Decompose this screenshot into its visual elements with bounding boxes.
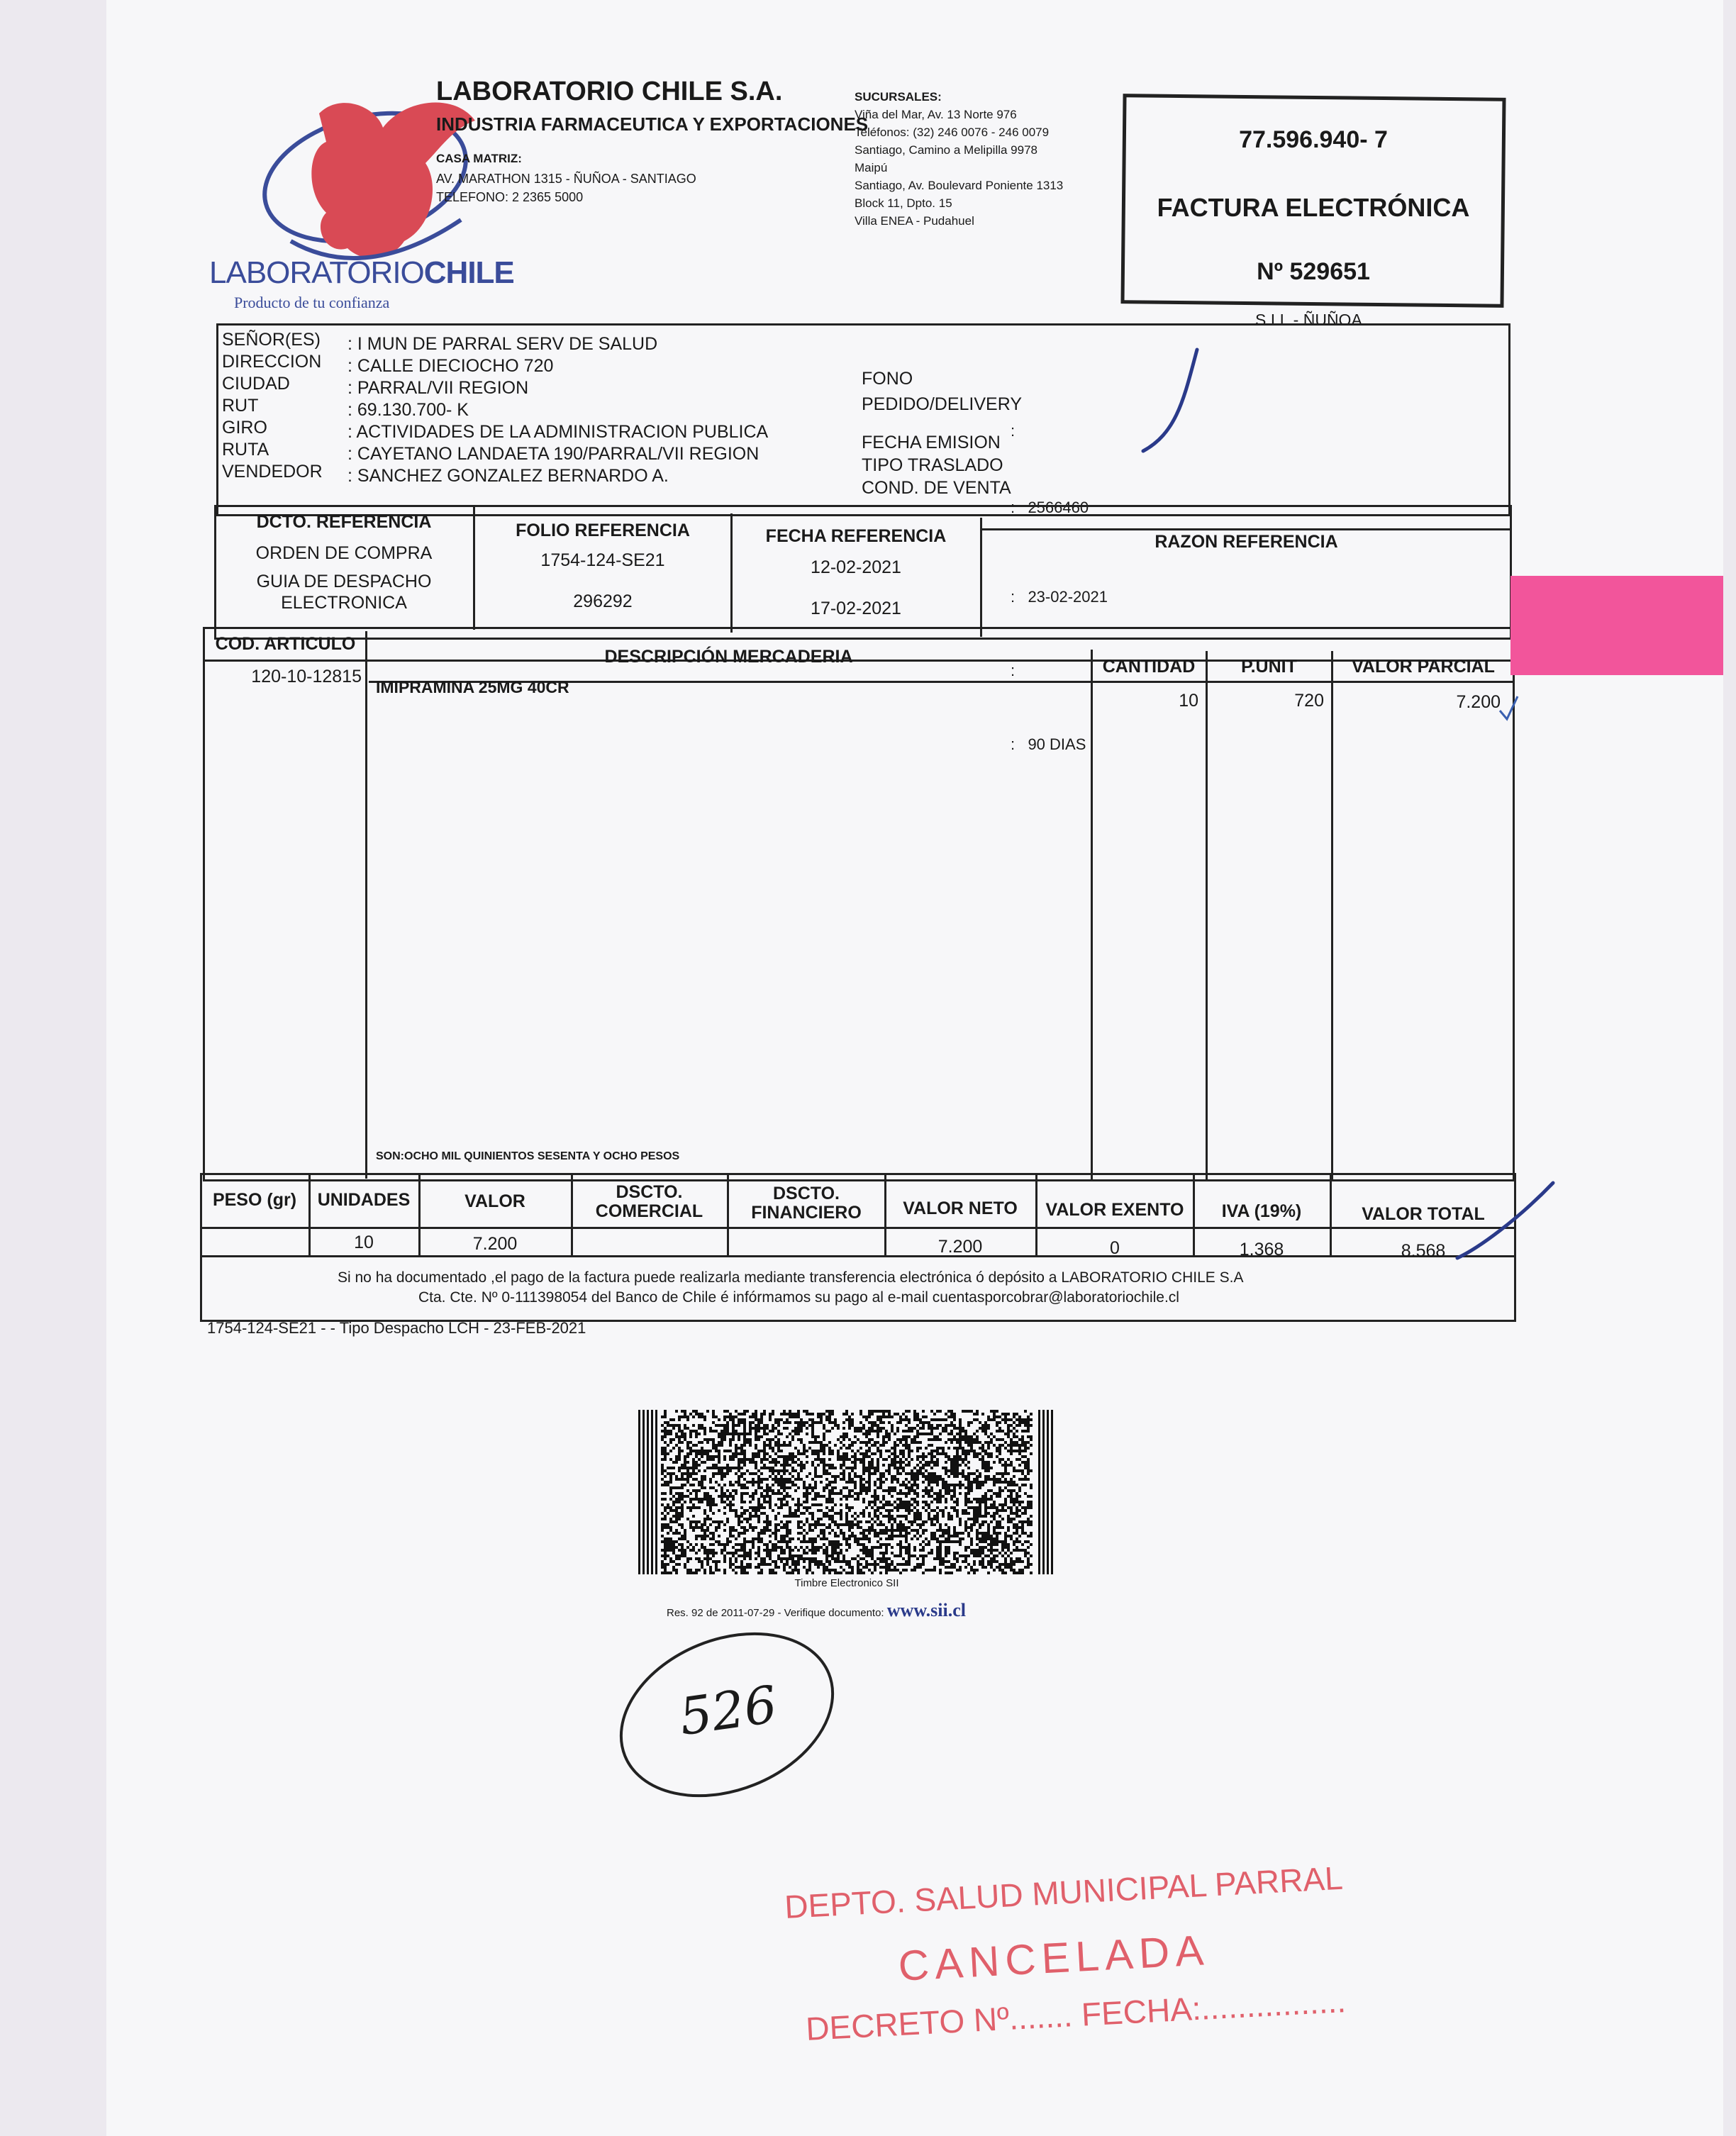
payment-stamp-line1: DEPTO. SALUD MUNICIPAL PARRAL bbox=[784, 1859, 1344, 1925]
client-label: SEÑOR(ES) bbox=[222, 330, 321, 350]
branch-line: Teléfonos: (32) 246 0076 - 246 0079 bbox=[855, 126, 1050, 139]
invoice-page bbox=[106, 0, 1723, 2136]
totals-header: PESO (gr) bbox=[212, 1190, 297, 1210]
payment-stamp-line3: DECRETO Nº....... FECHA:................ bbox=[805, 1982, 1347, 2047]
client-right-label: PEDIDO/DELIVERY bbox=[862, 394, 1023, 414]
items-header: COD. ARTICULO bbox=[215, 634, 356, 654]
client-right-label: FECHA EMISION bbox=[862, 433, 1001, 452]
payment-note-line2: Cta. Cte. Nº 0-111398054 del Banco de Chile é infórmamos su pago al e-mail cuentasporcobrar@laboratoriochile.cl bbox=[418, 1289, 1179, 1306]
ref-doc: ORDEN DE COMPRA bbox=[255, 543, 433, 563]
totals-header: VALOR EXENTO bbox=[1045, 1200, 1184, 1220]
client-value: : CALLE DIECIOCHO 720 bbox=[347, 356, 554, 376]
ref-folio: 1754-124-SE21 bbox=[540, 550, 665, 570]
sii-link[interactable]: www.sii.cl bbox=[886, 1600, 966, 1620]
ref-doc: ELECTRONICA bbox=[281, 593, 407, 613]
items-header: P.UNIT bbox=[1241, 657, 1297, 677]
invoice-type: FACTURA ELECTRÓNICA bbox=[1157, 193, 1470, 222]
totals-header: DSCTO. bbox=[616, 1182, 683, 1202]
client-right-value: : 23-02-2021 bbox=[1011, 588, 1108, 606]
totals-header: VALOR NETO bbox=[903, 1198, 1018, 1218]
client-right-label: FONO bbox=[862, 369, 913, 389]
client-label: CIUDAD bbox=[222, 374, 290, 394]
sii-office: S.I.I. - ÑUÑOA bbox=[1255, 311, 1362, 329]
total-units: 10 bbox=[354, 1233, 374, 1252]
hq-address: AV. MARATHON 1315 - ÑUÑOA - SANTIAGO bbox=[436, 172, 696, 186]
item-description: IMIPRAMINA 25MG 40CR bbox=[376, 678, 569, 696]
totals-header: FINANCIERO bbox=[751, 1203, 862, 1223]
client-label: RUT bbox=[222, 396, 259, 416]
branch-line: Maipú bbox=[855, 161, 888, 174]
client-label: VENDEDOR bbox=[222, 462, 323, 482]
ref-header: FOLIO REFERENCIA bbox=[516, 521, 690, 540]
totals-header: COMERCIAL bbox=[595, 1201, 703, 1221]
handwritten-number: 526 bbox=[675, 1674, 781, 1747]
hq-label: CASA MATRIZ: bbox=[436, 152, 522, 165]
items-header: DESCRIPCIÓN MERCADERIA bbox=[604, 647, 853, 667]
branch-line: Viña del Mar, Av. 13 Norte 976 bbox=[855, 108, 1017, 121]
dispatch-note: 1754-124-SE21 - - Tipo Despacho LCH - 23-FEB-2021 bbox=[207, 1319, 586, 1337]
company-industry: INDUSTRIA FARMACEUTICA Y EXPORTACIONES bbox=[436, 113, 869, 135]
amount-in-words: SON:OCHO MIL QUINIENTOS SESENTA Y OCHO PESOS bbox=[376, 1150, 680, 1162]
invoice-number: Nº 529651 bbox=[1257, 258, 1370, 285]
client-right-value: : bbox=[1011, 422, 1016, 440]
branch-line: Santiago, Camino a Melipilla 9978 bbox=[855, 143, 1037, 157]
item-unit-price: 720 bbox=[1294, 691, 1324, 711]
client-right-label: TIPO TRASLADO bbox=[862, 455, 1003, 475]
ref-doc: GUIA DE DESPACHO bbox=[256, 572, 432, 591]
client-right-value: : 90 DIAS bbox=[1011, 735, 1086, 753]
ref-date: 12-02-2021 bbox=[811, 557, 901, 577]
invoice-rut: 77.596.940- 7 bbox=[1239, 126, 1388, 153]
totals-header: VALOR bbox=[464, 1191, 525, 1211]
client-right-value: : bbox=[1011, 662, 1016, 679]
client-value: : 69.130.700- K bbox=[347, 400, 469, 420]
timbre-res-text: Res. 92 de 2011-07-29 - Verifique documento: bbox=[667, 1607, 884, 1619]
ref-header: RAZON REFERENCIA bbox=[1154, 532, 1338, 552]
company-name: LABORATORIO CHILE S.A. bbox=[436, 77, 783, 106]
client-value: : I MUN DE PARRAL SERV DE SALUD bbox=[347, 334, 658, 354]
client-right-label: COND. DE VENTA bbox=[862, 478, 1011, 498]
branch-line: Villa ENEA - Pudahuel bbox=[855, 214, 974, 228]
totals-header: VALOR TOTAL bbox=[1362, 1204, 1485, 1224]
ref-date: 17-02-2021 bbox=[811, 599, 901, 618]
items-header: VALOR PARCIAL bbox=[1352, 657, 1495, 677]
branches-title: SUCURSALES: bbox=[855, 90, 942, 104]
client-value: : PARRAL/VII REGION bbox=[347, 378, 529, 398]
total-value: 7.200 bbox=[472, 1234, 518, 1254]
grand-total: 8.568 bbox=[1401, 1241, 1446, 1261]
total-exempt-value: 0 bbox=[1110, 1238, 1120, 1258]
client-label: GIRO bbox=[222, 418, 267, 438]
ref-header: DCTO. REFERENCIA bbox=[256, 512, 432, 532]
totals-header: DSCTO. bbox=[773, 1184, 840, 1203]
ref-header: FECHA REFERENCIA bbox=[765, 526, 947, 546]
hq-phone: TELEFONO: 2 2365 5000 bbox=[436, 190, 584, 204]
totals-header: IVA (19%) bbox=[1221, 1201, 1302, 1221]
ref-folio: 296292 bbox=[573, 591, 633, 611]
total-net-value: 7.200 bbox=[937, 1237, 983, 1257]
payment-stamp-line2: CANCELADA bbox=[897, 1926, 1211, 1990]
client-label: DIRECCION bbox=[222, 352, 322, 372]
client-value: : SANCHEZ GONZALEZ BERNARDO A. bbox=[347, 466, 669, 486]
client-right-value: : 2566460 bbox=[1011, 499, 1089, 516]
items-header: CANTIDAD bbox=[1102, 657, 1196, 677]
branch-line: Santiago, Av. Boulevard Poniente 1313 bbox=[855, 179, 1064, 192]
logo-tagline: Producto de tu confianza bbox=[234, 294, 390, 311]
payment-note-line1: Si no ha documentado ,el pago de la factura puede realizarla mediante transferencia electrónica ó depósito a LABORATORIO CHILE S.A bbox=[338, 1269, 1244, 1286]
logo-light-text: LABORATORIO bbox=[209, 255, 424, 290]
client-value: : CAYETANO LANDAETA 190/PARRAL/VII REGION bbox=[347, 444, 760, 464]
branch-line: Block 11, Dpto. 15 bbox=[855, 196, 952, 210]
item-partial-value: 7.200 bbox=[1456, 692, 1501, 712]
timbre-label: Timbre Electronico SII bbox=[794, 1577, 899, 1589]
item-qty: 10 bbox=[1179, 691, 1198, 711]
total-iva: 1.368 bbox=[1239, 1240, 1284, 1259]
client-value: : ACTIVIDADES DE LA ADMINISTRACION PUBLICA bbox=[347, 422, 769, 442]
handwriting-overlay bbox=[106, 0, 1723, 2136]
logo-bold-text: CHILE bbox=[423, 255, 514, 290]
client-label: RUTA bbox=[222, 440, 269, 460]
totals-header: UNIDADES bbox=[317, 1190, 411, 1210]
item-code: 120-10-12815 bbox=[251, 667, 362, 686]
